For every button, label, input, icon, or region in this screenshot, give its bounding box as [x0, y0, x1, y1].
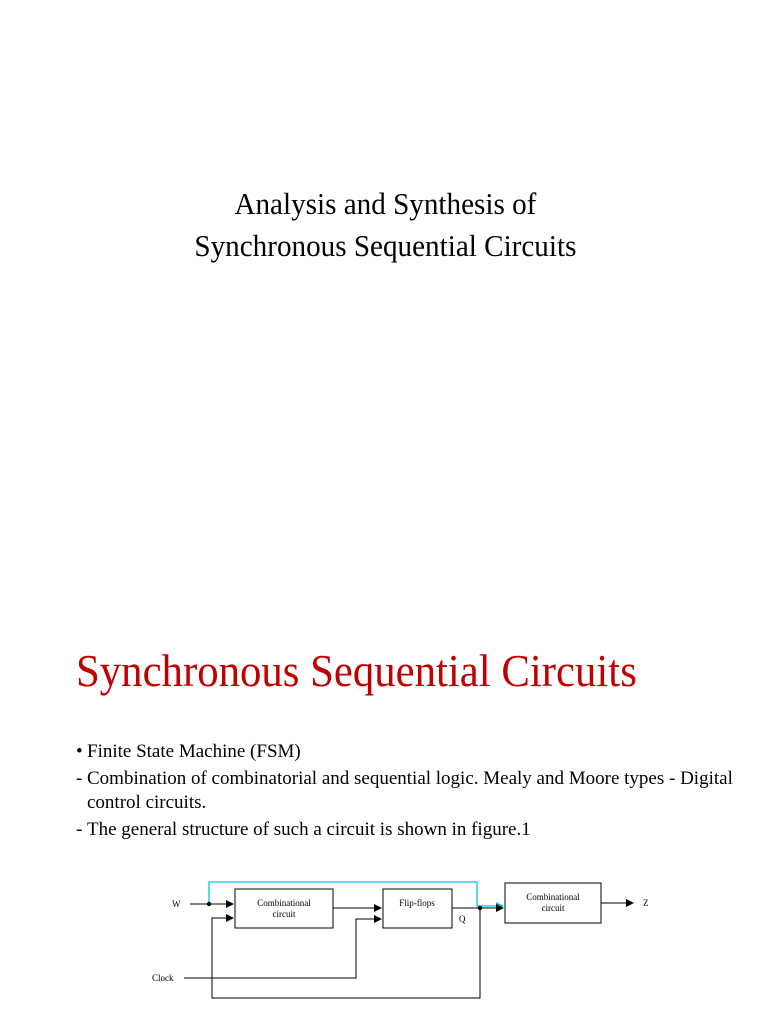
input-label: W [172, 899, 181, 909]
fsm-structure-diagram [0, 870, 768, 1020]
slide-2 [0, 580, 768, 1024]
bullet-item [76, 740, 756, 764]
bullet-marker: - [76, 768, 83, 789]
flip-flops-label: Flip-flops [399, 898, 435, 908]
block-1-label-line-2: circuit [272, 909, 296, 919]
slide-2-title: Synchronous Sequential Circuits [76, 645, 637, 696]
bullet-marker: - [76, 819, 83, 840]
bullet-text: The general structure of such a circuit is shown in figure.1 [87, 819, 531, 840]
block-3-label-line-2: circuit [541, 903, 565, 913]
output-label: Z [643, 898, 649, 908]
block-3-label-line-1: Combinational [526, 892, 580, 902]
clock-label: Clock [152, 973, 174, 983]
slide-1-title-line-2: Synchronous Sequential Circuits [194, 228, 577, 263]
block-1-label-line-1: Combinational [257, 898, 311, 908]
bullet-text: Finite State Machine (FSM) [87, 741, 301, 762]
slide-1-title-line-1: Analysis and Synthesis of [234, 186, 537, 221]
bullet-item [76, 767, 756, 815]
junction-dot [207, 902, 211, 906]
flip-flops-block [383, 889, 452, 928]
state-label: Q [459, 914, 466, 924]
bullet-list [76, 740, 756, 845]
slide-1-title [0, 183, 768, 267]
bullet-marker: • [76, 741, 83, 762]
bullet-text: Combination of combinatorial and sequential logic. Mealy and Moore types - Digital control circuits. [87, 768, 733, 813]
bullet-item [76, 818, 756, 842]
